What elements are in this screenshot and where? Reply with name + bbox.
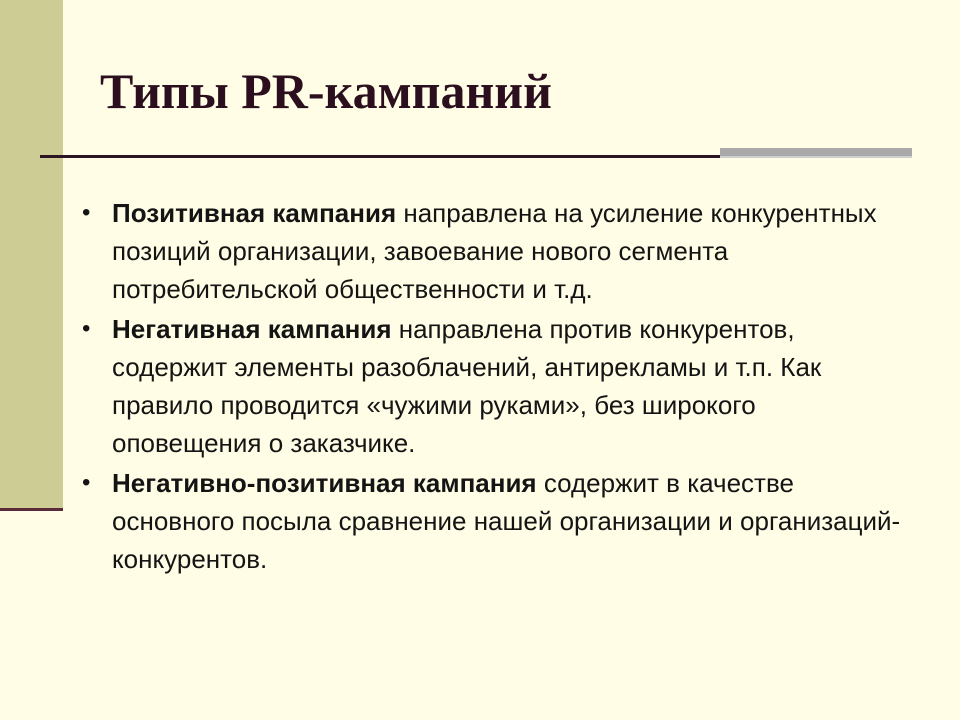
- bullet-text: содержит в качестве основного посыла сравнение нашей организации и организаций-конкурентов.: [112, 468, 901, 574]
- bullet-item-negative: [80, 310, 910, 462]
- bullet-marker: •: [82, 199, 91, 226]
- bullet-term: Негативно-позитивная кампания: [112, 468, 537, 498]
- bullet-list: [80, 194, 910, 580]
- bullet-marker: •: [82, 315, 91, 342]
- bullet-term: Позитивная кампания: [112, 198, 397, 228]
- title-divider-accent: [720, 148, 912, 158]
- bullet-term: Негативная кампания: [112, 314, 392, 344]
- bullet-text: направлена на усиление конкурентных позиций организации, завоевание нового сегмента потребительской общественности и т.д.: [112, 198, 877, 304]
- side-accent-band: [0, 0, 63, 510]
- side-accent-band-edge: [0, 508, 63, 511]
- bullet-item-positive: [80, 194, 910, 308]
- bullet-item-negative-positive: [80, 464, 910, 578]
- bullet-text: направлена против конкурентов, содержит элементы разоблачений, антирекламы и т.п. Как правило проводится «чужими руками», без широкого оповещения о заказчике.: [112, 314, 822, 458]
- bullet-marker: •: [82, 469, 91, 496]
- title-divider-line: [40, 155, 720, 158]
- slide-title: Типы PR-кампаний: [100, 63, 552, 119]
